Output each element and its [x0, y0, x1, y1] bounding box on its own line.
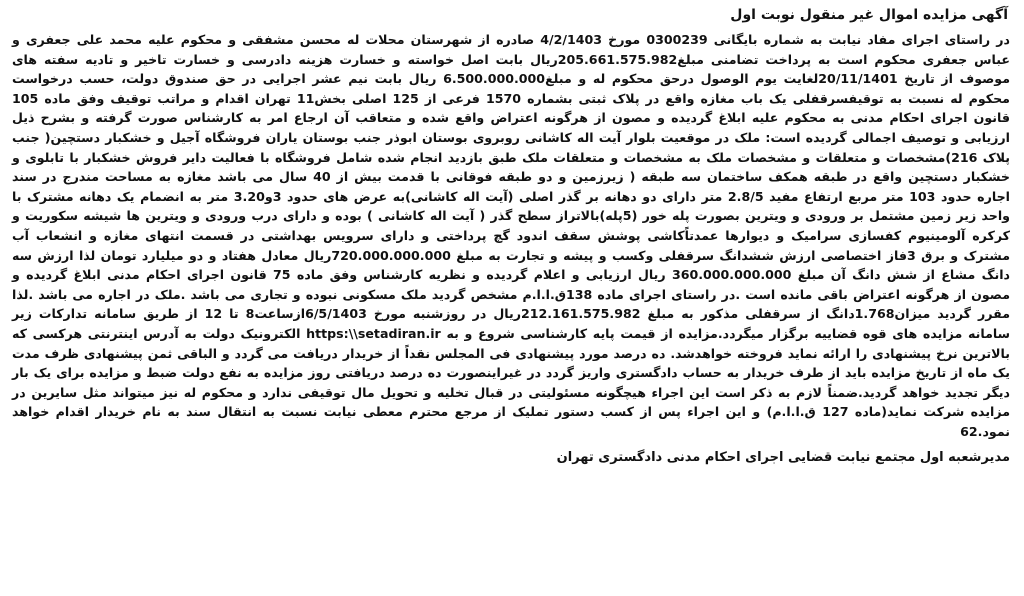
notice-signature: مدیرشعبه اول مجتمع نیابت قضایی اجرای احکام مدنی دادگستری تهران	[556, 450, 1010, 466]
notice-body: در راستای اجرای مفاد نیابت به شماره بایگانی 0300239 مورخ 4/2/1403 صادره از شهرستان محلات له محسن مشفقی و محکوم علیه محمد علی جعفری و عباس جعفری محکوم است به پرداخت تضامنی مبلغ205.661.575.982ریال بابت اصل خواسته و خسارت هزینه دادرسی و خسارت تاخیر و تادیه سفته های موصوف از تاریخ 20/11/1401لغایت یوم الوصول درحق محکوم له و مبلغ6.500.000.000 ریال بابت نیم عشر اجرایی در حق صندوق دولت، حسب درخواست محکوم له نسبت به توقیفسرقفلی یک باب مغازه واقع در پلاک ثبتی بشماره 1570 فرعی از 125 اصلی بخش11 تهران اقدام و مراتب توقیف وفق ماده 105 قانون اجرای احکام مدنی به محکوم علیه ابلاغ گردیده و مصون از هرگونه اعتراض واقع شده و متعاقب آن ارجاع امر به کارشناس صورت گرفته و بشرح ذیل ارزیابی و توصیف اجمالی گردیده است: ملک در موقعیت بلوار آیت اله کاشانی روبروی بوستان ابوذر جنب بوستان یاران فروشگاه آجیل و خشکبار دستچین( جنب پلاک 216)مشخصات و متعلقات و مشخصات ملک به مشخصات و متعلقات ملک طبق بازدید انجام شده شامل فروشگاه با فعالیت دایر فروش خشکبار با تابلوی و خشکبار دستچین واقع در طبقه همکف ساختمان سه طبقه ( زیرزمین و دو طبقه فوقانی با قدمت بیش از 40 سال می باشد مغازه به مساحت مندرج در سند اجاره حدود 103 متر مربع ارتفاع مفید 2.8/5 متر دارای دو دهانه بر گذر اصلی (آیت اله کاشانی)به عرض های حدود 3و3.20 متر به انضمام یک دهانه مشترک با واحد زیر زمین مشتمل بر ورودی و ویترین بصورت پله خور (5پله)بالاتراز سطح گذر ( آیت اله کاشانی ) بوده و دارای درب ورودی و ویترین ها شیشه سکوریت و کرکره آلومینیوم کفسازی سرامیک و دیوارها عمدتاًکاشی پوشش سقف اندود گچ پرداختی و دارای سرویس بهداشتی در قسمت انتهای مغازه و انشعاب آب مشترک و برق 3فاز اختصاصی ارزش ششدانگ سرقفلی وکسب و پیشه و تجارت به مبلغ 720.000.000.000ریال معادل هفتاد و دو میلیارد تومان لذا ارزش سه دانگ مشاع از شش دانگ آن مبلغ 360.000.000.000 ریال ارزیابی و اعلام گردیده و نظریه کارشناس وفق ماده 75 قانون اجرای احکام مدنی ابلاغ گردیده و مصون از هرگونه اعتراض باقی مانده است .در راستای اجرای ماده 138ق.ا.ا.م مشخص گردید ملک مسکونی نبوده و تجاری می باشد .ملک در اجاره می باشد .لذا مقرر گردید میزان1.768دانگ از سرقفلی مذکور به مبلغ 212.161.575.982ریال در روزشنبه مورخ 6/5/1403ازساعت8 تا 12 از طریق سامانه تدارکات زیر سامانه مزایده های قوه قضاییه برگزار میگردد.مزایده از قیمت پایه کارشناسی شروع و به https:\\setadiran.ir الکترونیک دولت به آدرس اینترنتی هرکسی که بالاترین نرخ پیشنهادی را ارائه نماید فروخته خواهدشد. ده درصد مورد پیشنهادی فی المجلس نقداً از خریدار دریافت می گردد و الباقی ثمن پیشنهادی ظرف مدت یک ماه از تاریخ مزایده باید از طرف خریدار به حساب دادگستری واریز گردد در غیراینصورت ده درصد دریافتی روز مزایده به نفع دولت ضبط و مزایده برای یک بار دیگر تجدید خواهد گردید.ضمناً لازم به ذکر است این اجراء هیچگونه مسئولیتی در قبال تخلیه و تحویل مال توقیفی ندارد و محکوم له نیز میتواند مثل سایرین در مزایده شرکت نماید(ماده 127 ق.ا.ا.م) و این اجراء پس از کسب دستور تملیک از مرجع محترم معطی نیابت نسبت به انتقال سند به نام خریدار اقدام خواهد نمود.62	[12, 32, 1011, 439]
notice-title: آگهی مزایده اموال غیر منقول نوبت اول	[730, 7, 1008, 23]
auction-notice	[10, 4, 1014, 592]
